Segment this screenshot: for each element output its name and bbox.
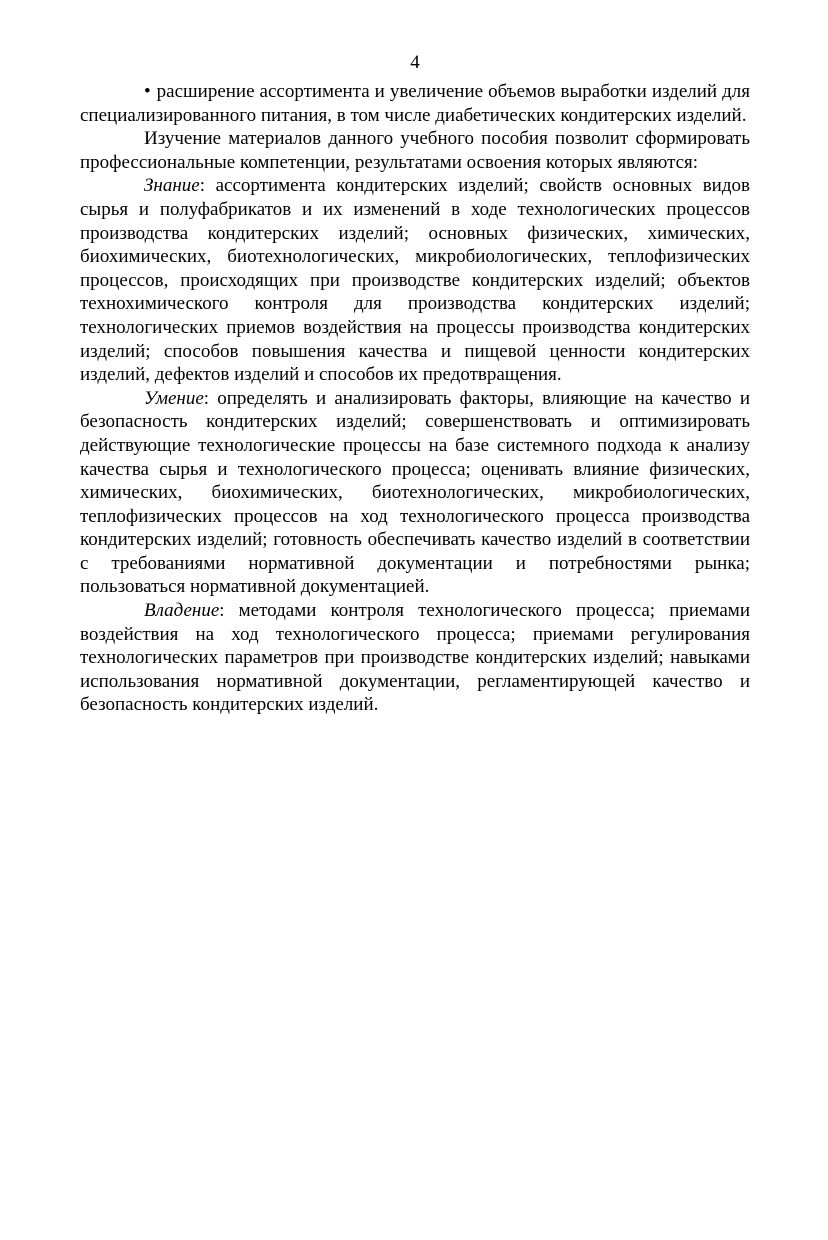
intro-paragraph: Изучение материалов данного учебного пособия позволит сформировать профессиональные компетенции, результатами освоения которых являются: — [80, 128, 750, 173]
competency-term: Умение — [144, 387, 204, 409]
document-page — [80, 50, 750, 717]
competency-text: : методами контроля технологического процесса; приемами воздействия на ход технологического процесса; приемами регулирования технологических параметров при производстве кондитерских изделий; навыками использования нормативной документации, регламентирующей качество и безопасность кондитерских изделий. — [80, 600, 750, 716]
competency-knowledge — [80, 174, 750, 386]
competency-term: Владение — [144, 600, 220, 622]
competency-text: : ассортимента кондитерских изделий; свойств основных видов сырья и полуфабрикатов и их изменений в ходе технологических процессов производства кондитерских изделий; основных физических, химических, биохимических, биотехнологических, микробиологических, теплофизических процессов, происходящих при производстве кондитерских изделий; объектов технохимического контроля для производства кондитерских изделий; технологических приемов воздействия на процессы производства кондитерских изделий; способов повышения качества и пищевой ценности кондитерских изделий, дефектов изделий и способов их предотвращения. — [80, 175, 750, 386]
competency-term: Знание — [144, 175, 200, 197]
bullet-icon: • — [144, 81, 151, 102]
competency-mastery — [80, 599, 750, 717]
bullet-text: расширение ассортимента и увеличение объемов выработки изделий для специализированного питания, в том числе диабетических кондитерских изделий. — [80, 81, 750, 126]
competency-skill — [80, 387, 750, 599]
page-number: 4 — [410, 52, 420, 73]
competency-text: : определять и анализировать факторы, влияющие на качество и безопасность кондитерских изделий; совершенствовать и оптимизировать действующие технологические процессы на базе системного подхода к анализу качества сырья и технологического процесса; оценивать влияние физических, химических, биохимических, биотехнологических, микробиологических, теплофизических процессов на ход технологического процесса производства кондитерских изделий; готовность обеспечивать качество изделий в соответствии с требованиями нормативной документации и потребностями рынка; пользоваться нормативной документацией. — [80, 387, 750, 598]
bullet-paragraph — [80, 80, 750, 127]
